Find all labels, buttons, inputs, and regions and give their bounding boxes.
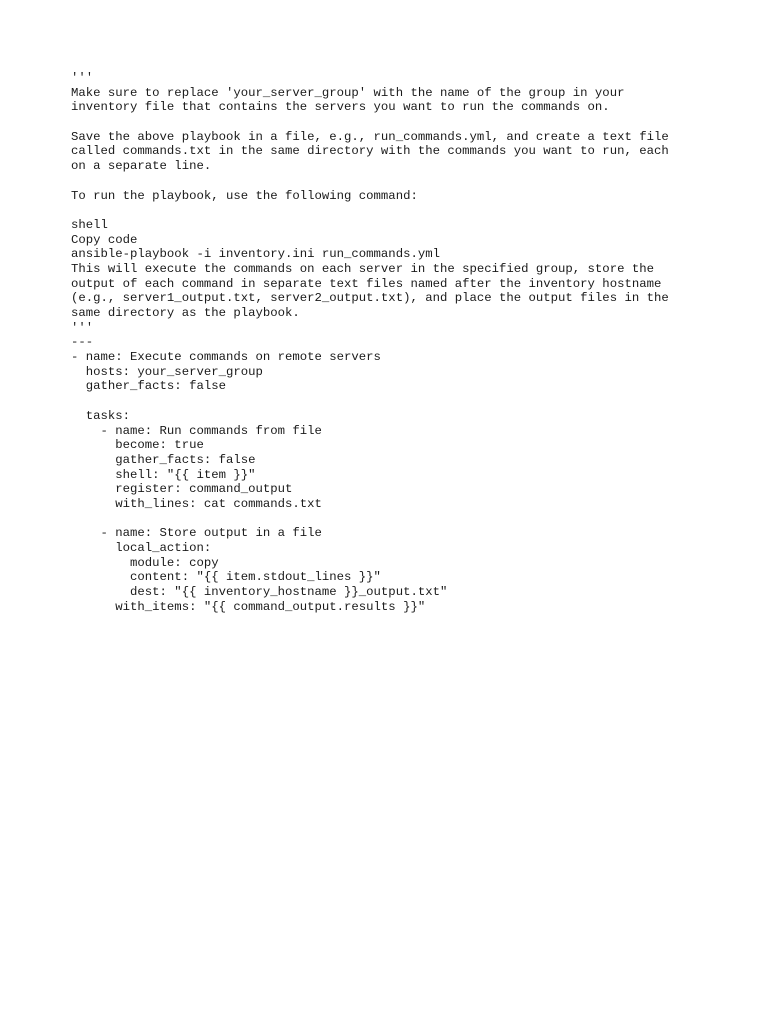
text-line: same directory as the playbook.	[71, 306, 300, 320]
yaml-line: register: command_output	[71, 482, 293, 497]
yaml-line: module: copy	[71, 555, 219, 570]
yaml-line: content: "{{ item.stdout_lines }}"	[71, 570, 381, 585]
blank-line	[71, 394, 711, 409]
yaml-line: local_action:	[71, 541, 212, 555]
yaml-line: with_items: "{{ command_output.results }}"	[71, 599, 426, 614]
yaml-line: shell: "{{ item }}"	[71, 467, 256, 482]
yaml-line: ---	[71, 335, 94, 350]
text-line: shell	[71, 217, 108, 232]
blank-line	[71, 512, 711, 527]
text-line: Save the above playbook in a file, e.g., run_commands.yml, and create a text file	[71, 129, 669, 144]
yaml-line: with_lines: cat commands.txt	[71, 496, 322, 511]
yaml-line: tasks:	[71, 408, 131, 423]
yaml-line: - name: Store output in a file	[71, 526, 322, 541]
yaml-line: - name: Execute commands on remote servers	[71, 350, 381, 365]
blank-line	[71, 203, 711, 218]
blank-line	[71, 115, 711, 130]
text-line: (e.g., server1_output.txt, server2_output.txt), and place the output files in the	[71, 291, 669, 306]
text-line: Make sure to replace 'your_server_group' with the name of the group in your	[71, 85, 625, 100]
yaml-line: dest: "{{ inventory_hostname }}_output.txt"	[71, 585, 448, 600]
yaml-line: hosts: your_server_group	[71, 364, 263, 379]
yaml-line: - name: Run commands from file	[71, 423, 322, 438]
text-line: output of each command in separate text files named after the inventory hostname	[71, 276, 662, 291]
text-line: '''	[71, 71, 94, 85]
text-line: Copy code	[71, 232, 138, 247]
text-line: inventory file that contains the servers you want to run the commands on.	[71, 100, 610, 115]
text-line: on a separate line.	[71, 159, 212, 174]
yaml-line: gather_facts: false	[71, 379, 226, 394]
command-line: ansible-playbook -i inventory.ini run_commands.yml	[71, 247, 440, 262]
text-line: To run the playbook, use the following command:	[71, 188, 418, 203]
text-line: '''	[71, 320, 94, 335]
text-line: This will execute the commands on each server in the specified group, store the	[71, 261, 654, 276]
yaml-line: become: true	[71, 438, 204, 453]
yaml-line: gather_facts: false	[71, 452, 256, 467]
document-page	[71, 71, 711, 614]
text-line: called commands.txt in the same directory with the commands you want to run, each	[71, 144, 669, 159]
blank-line	[71, 174, 711, 189]
